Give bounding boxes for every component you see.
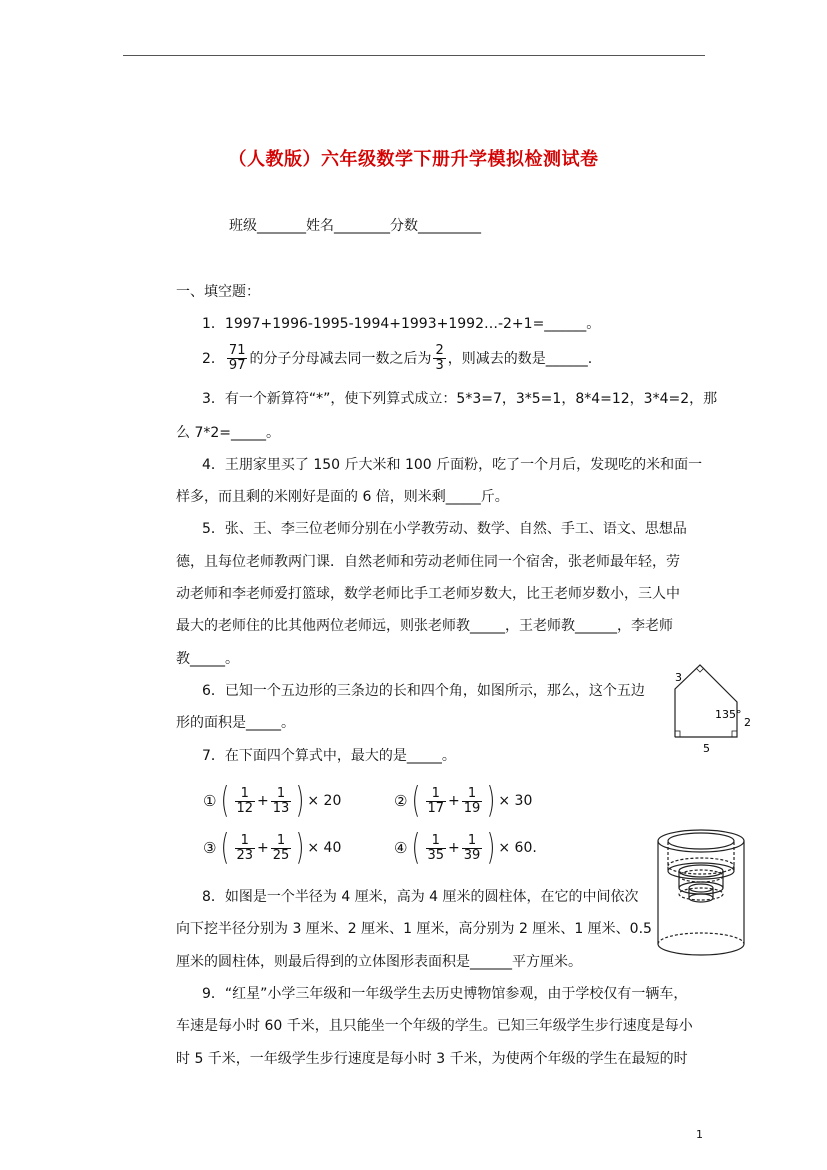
- question-5-line-2: 德，且每位老师教两门课．自然老师和劳动老师住同一个宿舍，张老师最年轻，劳: [176, 554, 680, 570]
- opt3-a: 1: [235, 834, 256, 849]
- pentagon-figure: [663, 662, 763, 760]
- option-3-mark: ③: [203, 839, 217, 857]
- q2-fraction-2: [433, 344, 445, 373]
- q7-option-1: ① ( $\frac{1}{12}$ + $\frac{1}{13}$ ) × 20: [203, 780, 342, 821]
- question-5-line-1: 5．张、王、李三位老师分别在小学教劳动、数学、自然、手工、语文、思想品: [202, 521, 687, 537]
- opt2-mult: × 30: [498, 793, 533, 809]
- question-8-line-1: 8．如图是一个半径为 4 厘米，高为 4 厘米的圆柱体，在它的中间依次: [202, 889, 639, 905]
- page-number: 1: [696, 1128, 703, 1141]
- opt2-d: 19: [463, 800, 481, 816]
- q7-option-2: ② ( $\frac{1}{17}$ + $\frac{1}{19}$ ) × 30: [394, 780, 533, 821]
- opt3-d: 25: [272, 847, 290, 863]
- opt4-mult: × 60.: [498, 840, 537, 856]
- q2-frac1-den: 97: [228, 358, 246, 373]
- opt4-plus: +: [448, 840, 460, 856]
- page-title: （人教版）六年级数学下册升学模拟检测试卷: [228, 149, 599, 170]
- opt4-c: 1: [462, 834, 483, 849]
- question-3-line-1: 3．有一个新算符“*”，使下列算式成立：5*3=7，3*5=1，8*4=12，3*4=2，那: [202, 391, 718, 407]
- student-info-line: 班级_______姓名________分数_________: [229, 218, 481, 234]
- option-2-mark: ②: [394, 792, 408, 810]
- opt2-plus: +: [448, 793, 460, 809]
- opt1-d: 13: [272, 800, 290, 816]
- question-6-line-1: 6．已知一个五边形的三条边的长和四个角，如图所示，那么，这个五边: [202, 683, 645, 699]
- opt3-mult: × 40: [307, 840, 342, 856]
- opt2-b: 17: [427, 800, 445, 816]
- opt2-c: 1: [462, 787, 483, 802]
- opt4-d: 39: [463, 847, 481, 863]
- opt4-b: 35: [427, 847, 445, 863]
- opt3-b: 23: [236, 847, 254, 863]
- question-4-line-1: 4．王朋家里买了 150 斤大米和 100 斤面粉，吃了一个月后，发现吃的米和面一: [202, 457, 703, 473]
- fig-label-bottom: 5: [703, 742, 710, 755]
- question-4-line-2: 样多，而且剩的米刚好是面的 6 倍，则米剩_____斤。: [176, 489, 509, 505]
- q2-prefix: 2．: [202, 350, 225, 367]
- opt4-a: 1: [426, 834, 447, 849]
- section-heading: 一、填空题：: [176, 284, 260, 300]
- q7-option-3: ③ ( $\frac{1}{23}$ + $\frac{1}{25}$ ) × 40: [203, 827, 342, 868]
- q7-option-4: ④ ( $\frac{1}{35}$ + $\frac{1}{39}$ ) × 60.: [394, 827, 537, 868]
- header-rule: [123, 55, 705, 56]
- opt1-b: 12: [236, 800, 254, 816]
- cylinder-figure: [652, 826, 752, 966]
- fig-label-right: 2: [744, 716, 751, 729]
- opt3-c: 1: [271, 834, 292, 849]
- question-8-line-2: 向下挖半径分别为 3 厘米、2 厘米、1 厘米，高分别为 2 厘米、1 厘米、0.5: [176, 921, 652, 937]
- opt2-a: 1: [426, 787, 447, 802]
- question-9-line-1: 9．“红星”小学三年级和一年级学生去历史博物馆参观，由于学校仅有一辆车，: [202, 986, 688, 1002]
- question-2: [202, 344, 592, 373]
- q2-middle: 的分子分母减去同一数之后为: [249, 350, 432, 367]
- question-5-line-5: 教_____。: [176, 651, 239, 667]
- question-9-line-2: 车速是每小时 60 千米，且只能坐一个年级的学生。已知三年级学生步行速度是每小: [176, 1018, 693, 1034]
- option-1-mark: ①: [203, 792, 217, 810]
- opt1-mult: × 20: [307, 793, 342, 809]
- q2-frac1-num: 71: [228, 343, 246, 358]
- q2-frac2-den: 3: [435, 358, 444, 373]
- question-5-line-3: 动老师和李老师爱打篮球，数学老师比手工老师岁数大，比王老师岁数小，三人中: [176, 586, 680, 602]
- question-5-line-4: 最大的老师住的比其他两位老师远，则张老师教_____，王老师教______，李老师: [176, 618, 673, 634]
- question-1: 1．1997+1996-1995-1994+1993+1992…-2+1=______。: [202, 316, 601, 332]
- opt1-plus: +: [257, 793, 269, 809]
- question-9-line-3: 时 5 千米，一年级学生步行速度是每小时 3 千米，为使两个年级的学生在最短的时: [176, 1051, 688, 1067]
- question-7-line-1: 7．在下面四个算式中，最大的是_____。: [202, 748, 456, 764]
- q2-fraction-1: [227, 344, 248, 373]
- option-4-mark: ④: [394, 839, 408, 857]
- fig-label-angle: 135°: [715, 708, 742, 721]
- opt1-a: 1: [235, 787, 256, 802]
- question-6-line-2: 形的面积是_____。: [176, 715, 295, 731]
- question-8-line-3: 厘米的圆柱体，则最后得到的立体图形表面积是______平方厘米。: [176, 954, 582, 970]
- fig-label-left: 3: [675, 671, 682, 684]
- opt3-plus: +: [257, 840, 269, 856]
- question-3-line-2: 么 7*2=_____。: [176, 425, 280, 441]
- opt1-c: 1: [271, 787, 292, 802]
- q2-suffix: ，则减去的数是______.: [447, 350, 593, 367]
- q2-frac2-num: 2: [435, 343, 444, 358]
